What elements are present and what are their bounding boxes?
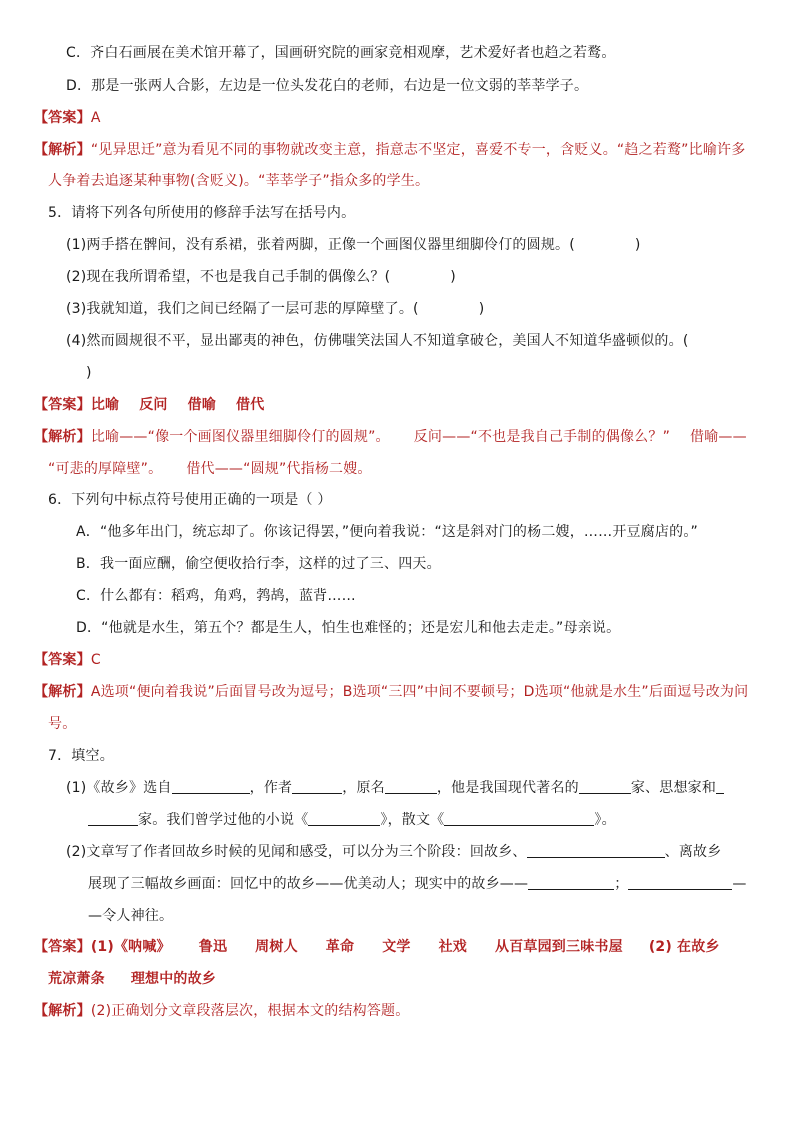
q5-item-3-text: (3)我就知道，我们之间已经隔了一层可悲的厚障壁了。( [66, 301, 419, 317]
q5-item-4-close: ) [86, 365, 92, 381]
q5-analysis-line-2 [48, 460, 372, 478]
q7-answer: 革命 [325, 939, 355, 955]
fill-blank[interactable] [579, 779, 631, 794]
q6-stem: 6．下列句中标点符号使用正确的一项是（ ） [48, 492, 332, 508]
q7-part2-line2 [88, 875, 747, 893]
q7-answer: 社戏 [438, 939, 467, 955]
q6-analysis-line-2: 号。 [48, 716, 77, 732]
answer-tag: 【答案】 [34, 110, 91, 126]
q7-part2-line3: —令人神往。 [88, 908, 174, 924]
q4-analysis-text-1: “见异思迁”意为看见不同的事物就改变主意，指意志不坚定，喜爱不专一，含贬义。“趋之若鹜”比喻许多 [90, 142, 746, 158]
q7-answer: (2) 在故乡 [648, 939, 720, 955]
q6-answer-line [34, 651, 101, 669]
analysis-tag: 【解析】 [34, 1003, 91, 1019]
q7-text: (1)《故乡》选自 [66, 780, 172, 796]
fill-blank[interactable] [292, 779, 342, 794]
q5-item-1-text: (1)两手搭在髀间，没有系裙，张着两脚，正像一个画图仪器里细脚伶仃的圆规。( [66, 237, 575, 253]
q7-answer: 从百草园到三味书屋 [495, 939, 623, 955]
q7-text: ，作者 [249, 780, 293, 796]
fill-blank[interactable] [528, 875, 614, 890]
q7-answer: (1)《呐喊》 [90, 939, 171, 955]
answer-tag: 【答案】 [34, 652, 91, 668]
q5-item-4: (4)然而圆规很不平，显出鄙夷的神色，仿佛嗤笑法国人不知道拿破仑，美国人不知道华盛顿似的。( [66, 333, 689, 349]
q7-text: 展现了三幅故乡画面：回忆中的故乡——优美动人；现实中的故乡—— [88, 876, 529, 892]
q7-answer-line-2 [48, 970, 216, 988]
fill-blank[interactable] [385, 779, 437, 794]
q7-part1-line2 [88, 811, 616, 829]
close-paren: ) [478, 301, 485, 317]
q7-answer: 周树人 [255, 939, 298, 955]
q5-answer-4: 借代 [236, 397, 265, 413]
fill-blank[interactable] [444, 811, 594, 826]
q5-analysis-line-1 [34, 428, 747, 446]
q7-part1-line1 [66, 779, 724, 797]
q7-text: ，原名 [342, 780, 385, 796]
q4-analysis-line-1 [34, 141, 745, 159]
answer-tag: 【答案】 [34, 939, 91, 955]
q6-option-c: C．什么都有：稻鸡，角鸡，鹁鸪，蓝背…… [76, 588, 356, 604]
q5-analysis-c: 借喻—— [690, 429, 747, 445]
q4-answer-line [34, 109, 101, 127]
fill-blank[interactable] [628, 875, 732, 890]
q4-analysis-line-2: 人争着去追逐某种事物(含贬义)。“莘莘学子”指众多的学生。 [48, 173, 430, 189]
q5-item-3 [66, 300, 484, 318]
q7-answer-line-1 [34, 938, 720, 956]
q7-analysis-line [34, 1002, 409, 1020]
q5-item-2 [66, 268, 456, 286]
q5-stem: 5．请将下列各句所使用的修辞手法写在括号内。 [48, 205, 356, 221]
q7-text: ，他是我国现代著名的 [436, 780, 579, 796]
q5-item-2-text: (2)现在我所谓希望，不也是我自己手制的偶像么？( [66, 269, 391, 285]
q7-text: 》，散文《 [380, 812, 445, 828]
q7-stem: 7．填空。 [48, 748, 114, 764]
q7-text: ； [614, 876, 629, 892]
fill-blank[interactable] [88, 811, 138, 826]
q5-item-1 [66, 236, 641, 254]
close-paren: ) [634, 237, 641, 253]
q5-answer-3: 借喻 [187, 397, 217, 413]
analysis-tag: 【解析】 [34, 142, 91, 158]
close-paren: ) [450, 269, 456, 285]
fill-blank[interactable] [527, 843, 665, 858]
q7-text: 家、思想家和 [630, 780, 717, 796]
q7-answer: 荒凉萧条 [48, 971, 105, 987]
q6-option-d: D．“他就是水生，第五个？都是生人，怕生也难怪的；还是宏儿和他去走走。”母亲说。 [76, 620, 621, 636]
q7-text: 》。 [594, 812, 616, 828]
q7-answer: 理想中的故乡 [130, 971, 217, 987]
q6-analysis-text-1: A选项“便向着我说”后面冒号改为逗号；B选项“三四”中间不要顿号；D选项“他就是水生”后面逗号改为问 [90, 684, 749, 700]
answer-tag: 【答案】 [34, 397, 91, 413]
q7-part2-line1 [66, 843, 721, 861]
q4-answer: A [90, 110, 101, 126]
q4-option-d: D．那是一张两人合影，左边是一位头发花白的老师，右边是一位文弱的莘莘学子。 [66, 78, 589, 94]
q7-answer: 文学 [382, 939, 411, 955]
q4-option-c: C．齐白石画展在美术馆开幕了，国画研究院的画家竞相观摩，艺术爱好者也趋之若鹜。 [66, 45, 616, 61]
q6-option-a: A．“他多年出门，统忘却了。你该记得罢，”便向着我说：“这是斜对门的杨二嫂，……开豆腐店的。” [76, 524, 698, 540]
q5-answer-2: 反问 [139, 397, 168, 413]
fill-blank[interactable] [172, 779, 250, 794]
q7-analysis-text: (2)正确划分文章段落层次，根据本文的结构答题。 [90, 1003, 410, 1019]
q6-answer: C [90, 652, 101, 668]
q5-analysis-a: 比喻——“像一个画图仪器里细脚伶仃的圆规”。 [90, 429, 390, 445]
analysis-tag: 【解析】 [34, 684, 91, 700]
fill-blank[interactable] [716, 779, 724, 794]
q7-text: 、离故乡 [664, 844, 722, 860]
q5-answer-line [34, 396, 264, 414]
fill-blank[interactable] [308, 811, 380, 826]
q5-analysis-e: 借代——“圆规”代指杨二嫂。 [186, 461, 372, 477]
q5-analysis-d: “可悲的厚障壁”。 [48, 461, 163, 477]
q6-option-b: B．我一面应酬，偷空便收拾行李，这样的过了三、四天。 [76, 556, 441, 572]
q5-answer-1: 比喻 [90, 397, 120, 413]
q7-text: — [732, 876, 747, 892]
analysis-tag: 【解析】 [34, 429, 91, 445]
q6-analysis-line-1 [34, 683, 748, 701]
q7-text: (2)文章写了作者回故乡时候的见闻和感受，可以分为三个阶段：回故乡、 [66, 844, 527, 860]
q7-text: 家。我们曾学过他的小说《 [138, 812, 309, 828]
q5-analysis-b: 反问——“不也是我自己手制的偶像么？” [413, 429, 671, 445]
q7-answer: 鲁迅 [198, 939, 228, 955]
